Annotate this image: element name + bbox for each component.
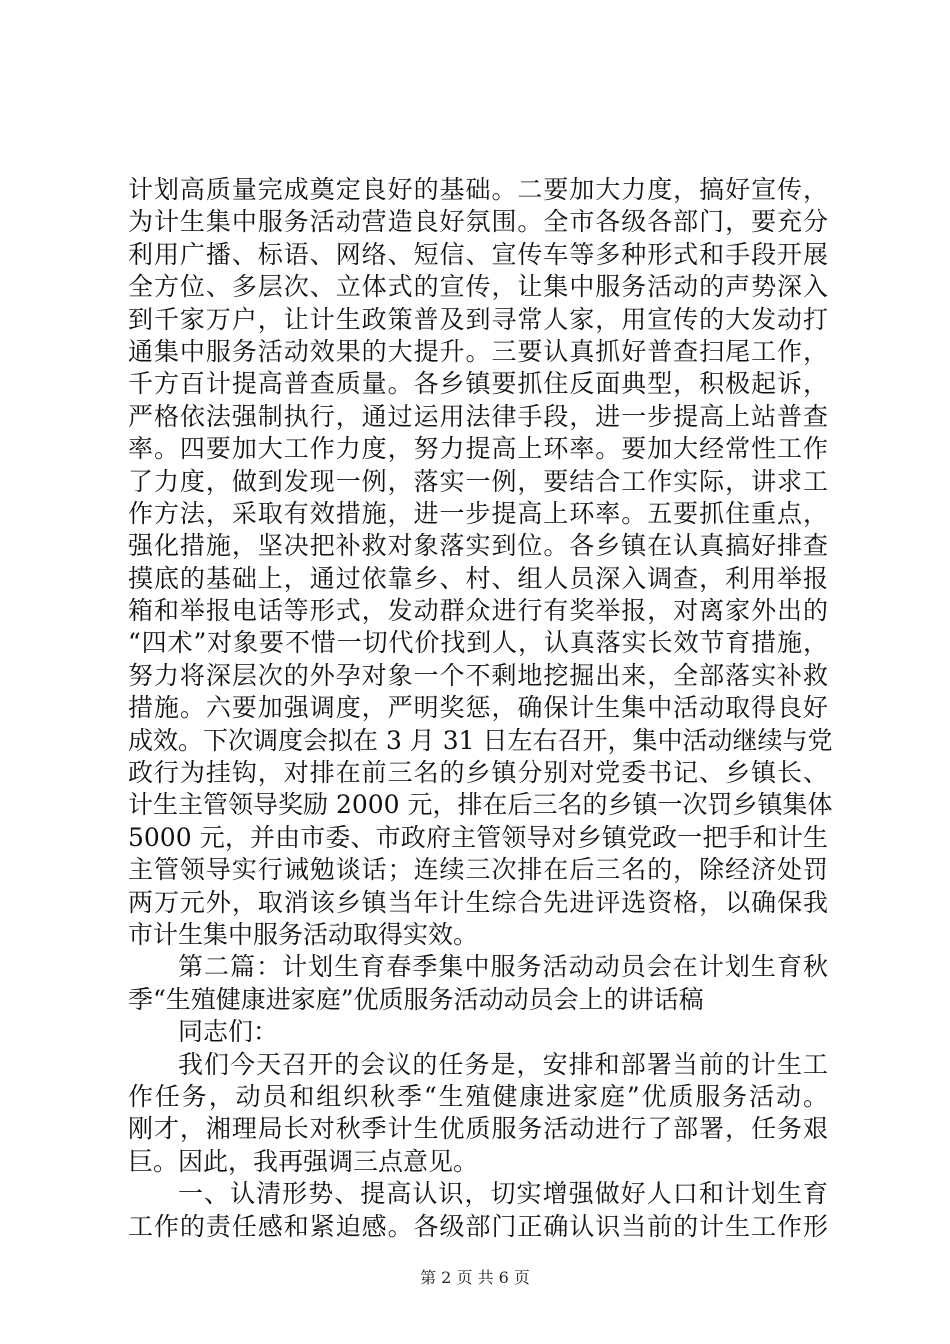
paragraph-line: 5000 元，并由市委、市政府主管领导对乡镇党政一把手和计生 (128, 822, 828, 852)
paragraph-line: 摸底的基础上，通过依靠乡、村、组人员深入调查，利用举报 (128, 563, 828, 593)
paragraph-line: 率。四要加大工作力度，努力提高上环率。要加大经常性工作 (128, 434, 828, 464)
page-footer: 第 2 页 共 6 页 (420, 1268, 530, 1287)
paragraph-line: 作任务，动员和组织秋季“生殖健康进家庭”优质服务活动。 (128, 1081, 828, 1111)
paragraph-line: 计划高质量完成奠定良好的基础。二要加大力度，搞好宣传， (128, 175, 828, 204)
paragraph-line: 刚才，湘理局长对秋季计生优质服务活动进行了部署，任务艰 (128, 1114, 828, 1144)
paragraph-line: 工作的责任感和紧迫感。各级部门正确认识当前的计生工作形 (128, 1211, 828, 1241)
paragraph-line: 强化措施，坚决把补救对象落实到位。各乡镇在认真搞好排查 (128, 531, 828, 561)
paragraph-line: 为计生集中服务活动营造良好氛围。全市各级各部门，要充分 (128, 207, 828, 237)
paragraph-line: 千方百计提高普查质量。各乡镇要抓住反面典型，积极起诉， (128, 369, 828, 399)
paragraph-line: 作方法，采取有效措施，进一步提高上环率。五要抓住重点， (128, 498, 828, 528)
section-heading-line: 第二篇：计划生育春季集中服务活动动员会在计划生育秋 (178, 952, 828, 982)
paragraph-line: 利用广播、标语、网络、短信、宣传车等多种形式和手段开展 (128, 239, 828, 269)
paragraph-line: 通集中服务活动效果的大提升。三要认真抓好普查扫尾工作， (128, 336, 828, 366)
paragraph-line: 箱和举报电话等形式，发动群众进行有奖举报，对离家外出的 (128, 596, 828, 626)
paragraph-line: 一、认清形势、提高认识，切实增强做好人口和计划生育 (178, 1179, 828, 1209)
paragraph-line: 两万元外，取消该乡镇当年计生综合先进评选资格，以确保我 (128, 887, 828, 917)
section-heading-line: 季“生殖健康进家庭”优质服务活动动员会上的讲话稿 (128, 984, 704, 1014)
paragraph-line: 计生主管领导奖励 2000 元，排在后三名的乡镇一次罚乡镇集体 (128, 790, 833, 820)
document-body (128, 174, 833, 1243)
paragraph-line: 政行为挂钩，对排在前三名的乡镇分别对党委书记、乡镇长、 (128, 758, 828, 788)
paragraph-line: 我们今天召开的会议的任务是，安排和部署当前的计生工 (178, 1049, 828, 1079)
paragraph-line: 到千家万户，让计生政策普及到寻常人家，用宣传的大发动打 (128, 304, 828, 334)
paragraph-line: 措施。六要加强调度，严明奖惩，确保计生集中活动取得良好 (128, 693, 828, 723)
paragraph-line: 严格依法强制执行，通过运用法律手段，进一步提高上站普查 (128, 401, 828, 431)
paragraph-line: 市计生集中服务活动取得实效。 (128, 919, 479, 949)
paragraph-line: 全方位、多层次、立体式的宣传，让集中服务活动的声势深入 (128, 272, 828, 302)
paragraph-line: 了力度，做到发现一例，落实一例，要结合工作实际，讲求工 (128, 466, 828, 496)
paragraph-line: 巨。因此，我再强调三点意见。 (128, 1146, 479, 1176)
salutation-line: 同志们： (178, 1017, 279, 1047)
paragraph-line: 成效。下次调度会拟在 3 月 31 日左右召开，集中活动继续与党 (128, 725, 833, 755)
paragraph-line: 主管领导实行诫勉谈话；连续三次排在后三名的，除经济处罚 (128, 855, 828, 885)
paragraph-line: 努力将深层次的外孕对象一个不剩地挖掘出来，全部落实补救 (128, 660, 828, 690)
paragraph-line: “四术”对象要不惜一切代价找到人，认真落实长效节育措施， (128, 628, 828, 658)
